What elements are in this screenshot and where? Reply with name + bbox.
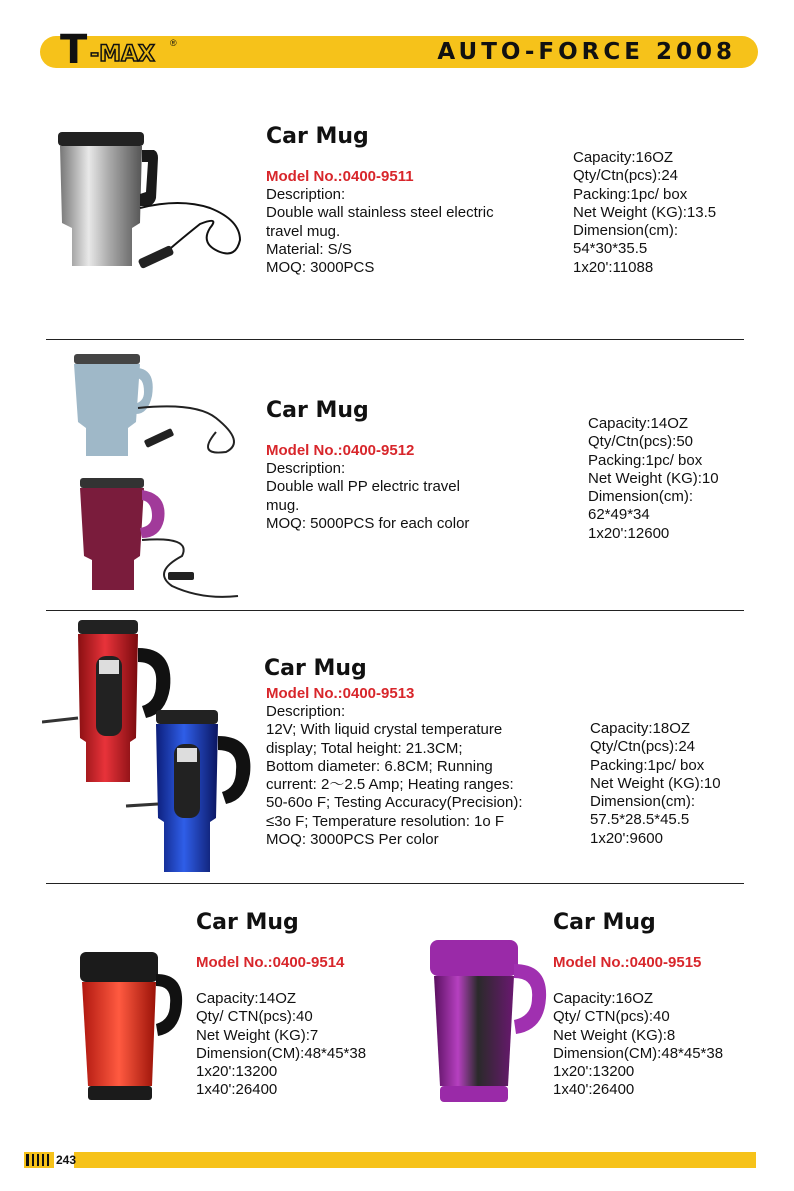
spec-line: Packing:1pc/ box (590, 756, 705, 774)
description-line: Description: (266, 186, 346, 203)
spec-line: Qty/Ctn(pcs):24 (590, 738, 696, 756)
product-specs (196, 990, 366, 1100)
spec-line: Dimension(CM):48*45*38 (196, 1044, 367, 1062)
product-specs (590, 720, 721, 848)
section-divider (46, 339, 744, 340)
spec-line: 1x20':12600 (588, 524, 670, 542)
product-title: Car Mug (196, 910, 299, 935)
spec-line: Qty/ CTN(pcs):40 (553, 1008, 670, 1026)
spec-line: Capacity:16OZ (573, 149, 674, 166)
spec-line: 54*30*35.5 (573, 240, 648, 258)
product-specs (588, 415, 719, 543)
product-description (266, 460, 469, 533)
description-line: Description: (266, 460, 346, 477)
description-line: MOQ: 3000PCS Per color (266, 831, 439, 849)
model-number: Model No.:0400-9513 (266, 685, 415, 702)
description-line: current: 2～2.5 Amp; Heating ranges: (266, 776, 514, 794)
logo-max: -MAX (90, 42, 156, 67)
product-description (266, 703, 523, 849)
description-line: MOQ: 3000PCS (266, 259, 375, 277)
product-description (266, 186, 494, 277)
product-specs (553, 990, 723, 1100)
description-line: mug. (266, 496, 300, 514)
pp-car-mug-blue-image (66, 352, 256, 462)
page-number: 243 (56, 1153, 77, 1167)
spec-line: Packing:1pc/ box (573, 185, 688, 203)
description-line: MOQ: 5000PCS for each color (266, 514, 470, 532)
spec-line: 1x20':13200 (553, 1063, 635, 1081)
description-line: 12V; With liquid crystal temperature (266, 721, 503, 739)
pp-car-mug-purple-image (72, 476, 242, 602)
spec-line: Dimension(CM):48*45*38 (553, 1044, 724, 1062)
product-title: Car Mug (266, 398, 369, 423)
footer-bar (74, 1152, 756, 1168)
description-line: Description: (266, 703, 346, 720)
spec-line: Capacity:18OZ (590, 720, 691, 737)
product-specs (573, 149, 716, 277)
logo-t: T (60, 27, 88, 73)
spec-line: 62*49*34 (588, 506, 650, 524)
model-number: Model No.:0400-9514 (196, 954, 345, 971)
spec-line: 1x20':9600 (590, 829, 663, 847)
description-line: 50-60o F; Testing Accuracy(Precision): (266, 794, 523, 812)
description-line: travel mug. (266, 222, 341, 240)
model-number: Model No.:0400-9511 (266, 168, 414, 185)
product-title: Car Mug (264, 656, 367, 681)
stainless-car-mug-image (50, 128, 260, 288)
spec-line: Capacity:14OZ (588, 415, 689, 432)
purple-travel-mug-image (422, 936, 550, 1110)
spec-line: Net Weight (KG):13.5 (573, 203, 717, 221)
red-travel-mug-image (72, 948, 186, 1108)
spec-line: 1x40':26400 (196, 1081, 278, 1099)
spec-line: Capacity:14OZ (196, 990, 297, 1007)
spec-line: Packing:1pc/ box (588, 451, 703, 469)
spec-line: Capacity:16OZ (553, 990, 654, 1007)
spec-line: Qty/Ctn(pcs):50 (588, 433, 694, 451)
spec-line: Dimension(cm): (573, 222, 679, 240)
description-line: Material: S/S (266, 240, 352, 258)
brand-title: AUTO-FORCE 2008 (437, 39, 736, 65)
spec-line: Net Weight (KG):10 (590, 774, 721, 792)
product-title: Car Mug (266, 124, 369, 149)
spec-line: 1x20':11088 (573, 258, 654, 276)
tmax-logo (60, 28, 190, 72)
spec-line: Qty/Ctn(pcs):24 (573, 167, 679, 185)
model-number: Model No.:0400-9515 (553, 954, 702, 971)
spec-line: 1x40':26400 (553, 1081, 635, 1099)
model-number: Model No.:0400-9512 (266, 442, 415, 459)
spec-line: 1x20':13200 (196, 1063, 278, 1081)
description-line: Double wall stainless steel electric (266, 204, 494, 222)
product-title: Car Mug (553, 910, 656, 935)
spec-line: Net Weight (KG):8 (553, 1026, 676, 1044)
description-line: display; Total height: 21.3CM; (266, 739, 463, 757)
spec-line: 57.5*28.5*45.5 (590, 811, 690, 829)
spec-line: Net Weight (KG):7 (196, 1026, 319, 1044)
description-line: Double wall PP electric travel (266, 478, 460, 496)
description-line: ≤3o F; Temperature resolution: 1o F (266, 812, 505, 830)
spec-line: Dimension(cm): (588, 488, 694, 506)
spec-line: Net Weight (KG):10 (588, 469, 719, 487)
description-line: Bottom diameter: 6.8CM; Running (266, 757, 493, 775)
logo-registered-mark: ® (170, 38, 177, 48)
lcd-car-mug-blue-image (124, 708, 264, 876)
spec-line: Qty/ CTN(pcs):40 (196, 1008, 313, 1026)
section-divider (46, 883, 744, 884)
section-divider (46, 610, 744, 611)
spec-line: Dimension(cm): (590, 793, 696, 811)
